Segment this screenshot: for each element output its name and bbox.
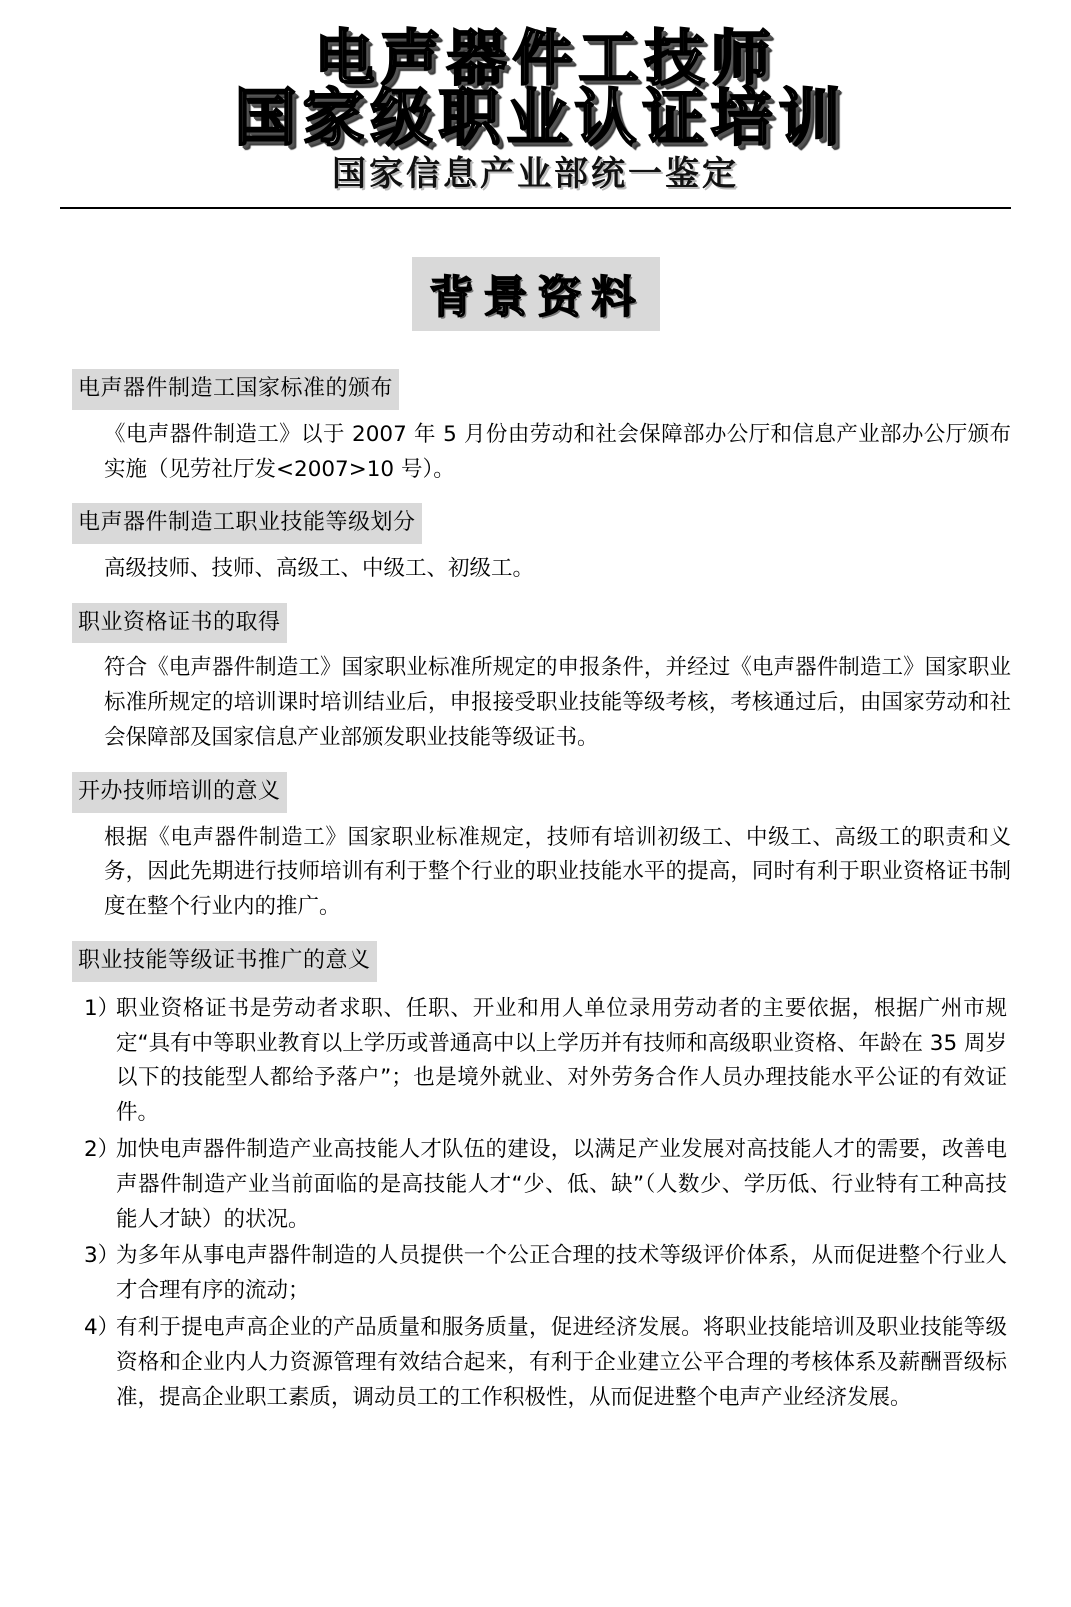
list-item-text: 加快电声器件制造产业高技能人才队伍的建设，以满足产业发展对高技能人才的需要，改善电声器件制造产业当前面临的是高技能人才“少、低、缺”（人数少、学历低、行业特有工种高技能人才缺）的状况。 [116, 1136, 1007, 1232]
section-heading-standard: 电声器件制造工国家标准的颁布 [72, 369, 399, 410]
masthead-line-3: 国家信息产业部统一鉴定 [332, 154, 739, 195]
section-paragraph-standard: 《电声器件制造工》以于 2007 年 5 月份由劳动和社会保障部办公厅和信息产业部办公厅颁布实施（见劳社厅发<2007>10 号）。 [104, 421, 1011, 482]
masthead [60, 0, 1011, 195]
section-heading-levels: 电声器件制造工职业技能等级划分 [72, 503, 422, 544]
masthead-line-2: 国家级职业认证培训 [234, 81, 847, 154]
list-item-number: 2） [84, 1136, 120, 1162]
section-paragraph-certificate: 符合《电声器件制造工》国家职业标准所规定的申报条件，并经过《电声器件制造工》国家职业标准所规定的培训课时培训结业后，申报接受职业技能等级考核，考核通过后，由国家劳动和社会保障部及国家信息产业部颁发职业技能等级证书。 [104, 655, 1011, 751]
masthead-line-1: 电声器件工技师 [314, 24, 777, 94]
section-paragraph-training: 根据《电声器件制造工》国家职业标准规定，技师有培训初级工、中级工、高级工的职责和义务，因此先期进行技师培训有利于整个行业的职业技能水平的提高，同时有利于职业资格证书制度在整个行业内的推广。 [104, 824, 1011, 920]
page-title: 背景资料 [412, 257, 660, 331]
promotion-list [60, 992, 1011, 1416]
list-item-text: 职业资格证书是劳动者求职、任职、开业和用人单位录用劳动者的主要依据，根据广州市规定“具有中等职业教育以上学历或普通高中以上学历并有技师和高级职业资格、年龄在 35 周岁以下的技能型人都给予落户”；也是境外就业、对外劳务合作人员办理技能水平公证的有效证件。 [116, 995, 1007, 1126]
list-item-text: 有利于提电声高企业的产品质量和服务质量，促进经济发展。将职业技能培训及职业技能等级资格和企业内人力资源管理有效结合起来，有利于企业建立公平合理的考核体系及薪酬晋级标准，提高企业职工素质，调动员工的工作积极性，从而促进整个电声产业经济发展。 [116, 1315, 1007, 1410]
list-item [60, 992, 1011, 1131]
page-title-wrap [60, 257, 1011, 331]
list-item-number: 4） [84, 1315, 120, 1341]
list-item [60, 1239, 1011, 1309]
section-heading-training: 开办技师培训的意义 [72, 772, 287, 813]
header-divider [60, 207, 1011, 209]
list-item-number: 3） [84, 1243, 120, 1269]
list-item [60, 1311, 1011, 1415]
list-item-number: 1） [84, 995, 120, 1021]
section-paragraph-levels: 高级技师、技师、高级工、中级工、初级工。 [104, 556, 535, 581]
list-item-text: 为多年从事电声器件制造的人员提供一个公正合理的技术等级评价体系，从而促进整个行业人才合理有序的流动； [116, 1243, 1007, 1304]
section-heading-certificate: 职业资格证书的取得 [72, 603, 287, 644]
document-body [60, 359, 1011, 1416]
list-item [60, 1133, 1011, 1237]
section-heading-promotion: 职业技能等级证书推广的意义 [72, 941, 377, 982]
